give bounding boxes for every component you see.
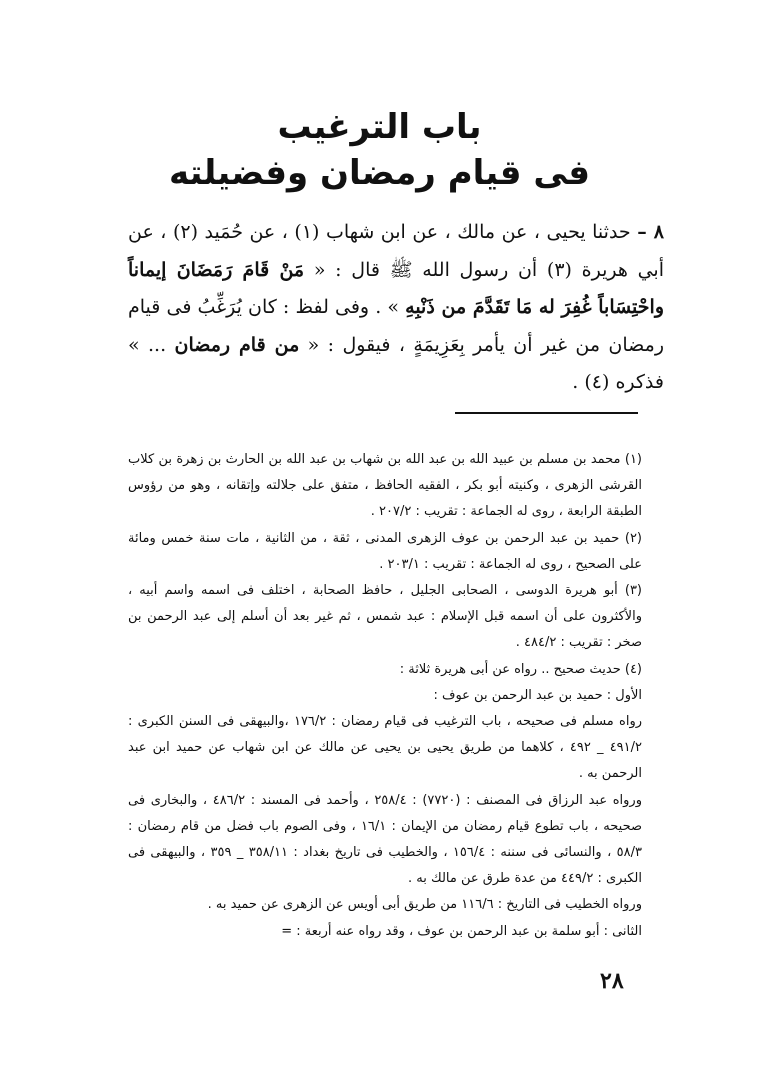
chapter-title-line-1: باب الترغيب <box>277 107 482 147</box>
footnote-4-muslim: رواه مسلم فى صحيحه ، باب الترغيب فى قيام رمضان : ١٧٦/٢ ،والبيهقى فى السنن الكبرى : ٤٩١/٢ _ ٤٩٢ ، كلاهما من طريق يحيى بن يحيى عن مالك عن ابن شهاب عن حميد ابن عبد الرحمن به . <box>128 714 642 782</box>
footnote-2: (٢) حميد بن عبد الرحمن بن عوف الزهرى المدنى ، ثقة ، من الثانية ، مات سنة خمس ومائة على الصحيح ، روى له الجماعة : تقريب : ٢٠٣/١ . <box>128 530 642 572</box>
hadith-isnad: حدثنا يحيى ، عن مالك ، عن ابن شهاب (١) ، عن حُمَيد (٢) ، عن أبي هريرة (٣) أن رسول الله ﷺ قال : « <box>128 221 665 281</box>
footnote-4-khatib: ورواه الخطيب فى التاريخ : ١١٦/٦ من طريق أبى أويس عن الزهرى عن حميد به . <box>207 897 642 913</box>
footnote-4-second: الثانى : أبو سلمة بن عبد الرحمن بن عوف ، وقد رواه عنه أربعة : = <box>281 923 642 939</box>
footnote-4-first: الأول : حميد بن عبد الرحمن بن عوف : <box>433 687 642 703</box>
footnote-1: (١) محمد بن مسلم بن عبيد الله بن عبد الله بن شهاب بن عبد الله بن الحارث بن زهرة بن كلاب القرشى الزهرى ، وكنيته أبو بكر ، الفقيه الحافظ ، متفق على جلالته وإتقانه ، وهو من رؤوس الطبقة الرابعة ، روى له الجماعة : تقريب : ٢٠٧/٢ . <box>128 452 642 520</box>
footnote-4-abdulrazzaq: ورواه عبد الرزاق فى المصنف : (٧٧٢٠) : ٢٥٨/٤ ، وأحمد فى المسند : ٤٨٦/٢ ، والبخارى فى صحيحه ، باب تطوع قيام رمضان من الإيمان : ١٦/١ ، وفى الصوم باب فضل من قام رمضان : ٥٨/٣ ، والنسائى فى سننه : ١٥٦/٤ ، والخطيب فى تاريخ بغداد : ٣٥٨/١١ _ ٣٥٩ ، والبيهقى فى الكبرى : ٤٤٩/٢ من عدة طرق عن مالك به . <box>128 792 643 887</box>
hadith-text <box>128 214 664 402</box>
chapter-title <box>120 104 639 196</box>
chapter-title-line-2: فى قيام رمضان وفضيلته <box>168 153 591 193</box>
hadith-matn: مَنْ قَامَ رَمَضَانَ إيماناً واحْتِسَاباً غُفِرَ له مَا تَقَدَّمَ من ذَنْبِهِ <box>128 258 664 318</box>
footnote-separator <box>455 412 638 414</box>
footnote-4: (٤) حديث صحيح .. رواه عن أبى هريرة ثلاثة : <box>399 661 642 677</box>
footnote-3: (٣) أبو هريرة الدوسى ، الصحابى الجليل ، حافظ الصحابة ، اختلف فى اسمه واسم أبيه ، والأكثرون على أن اسمه قبل الإسلام : عبد شمس ، ثم غير بعد أن أسلم إلى عبد الرحمن بن صخر : تقريب : ٤٨٤/٢ . <box>128 583 642 651</box>
page-number: ٢٨ <box>600 968 624 994</box>
footnotes <box>128 447 662 945</box>
hadith-number: ٨ – <box>637 221 664 243</box>
hadith-ending: ... » فذكره (٤) . <box>128 333 664 393</box>
hadith-variant: » . وفى لفظ : كان يُرَغِّبُ فى قيام رمضان من غير أن يأمر بِعَزِيمَةٍ ، فيقول : « <box>128 296 665 356</box>
hadith-variant-quote: من قام رمضان <box>174 333 300 356</box>
